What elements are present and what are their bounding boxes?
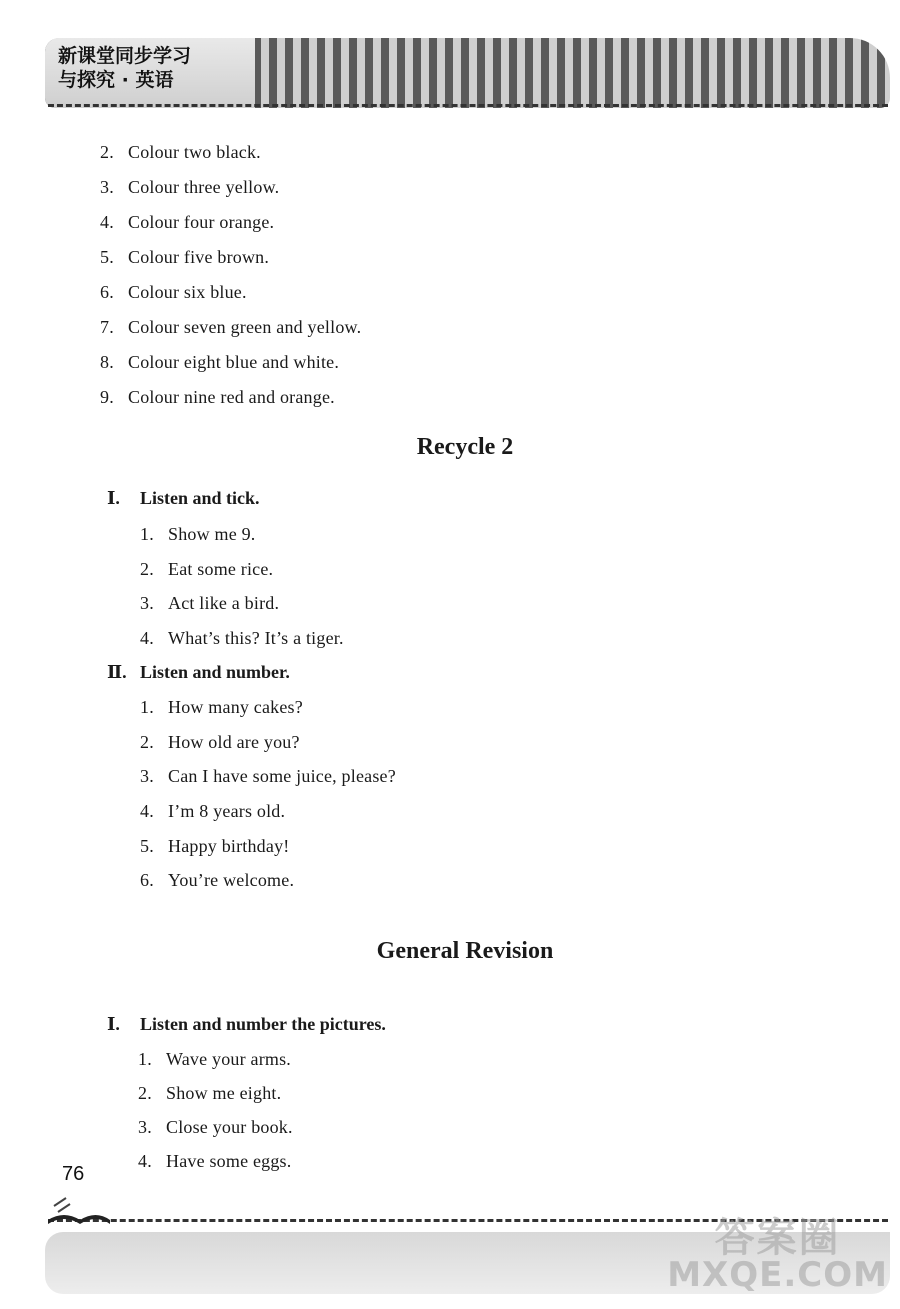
book-title-line-2: 与探究 · 英语 xyxy=(58,69,174,91)
header-divider xyxy=(48,104,888,107)
list-item: 1. Show me 9. xyxy=(140,524,256,544)
list-item: 6. Colour six blue. xyxy=(100,282,247,302)
list-item: 3. Colour three yellow. xyxy=(100,177,280,197)
task-heading: Ⅰ. Listen and number the pictures. xyxy=(107,1014,386,1034)
list-item: 2. Colour two black. xyxy=(100,142,261,162)
list-item: 7. Colour seven green and yellow. xyxy=(100,317,362,337)
list-item: 1. How many cakes? xyxy=(140,697,303,717)
list-item: 1. Wave your arms. xyxy=(138,1049,292,1069)
list-item: 4. What’s this? It’s a tiger. xyxy=(140,628,344,648)
list-item: 3. Act like a bird. xyxy=(140,593,280,613)
watermark-logo: 答案圈 MXQE.COM xyxy=(667,1215,888,1295)
list-item: 5. Happy birthday! xyxy=(140,836,290,856)
list-item: 3. Close your book. xyxy=(138,1117,293,1137)
page-number: 76 xyxy=(62,1163,85,1185)
list-item: 9. Colour nine red and orange. xyxy=(100,387,335,407)
section-title-general-revision: General Revision xyxy=(376,938,554,964)
list-item: 2. Show me eight. xyxy=(138,1083,282,1103)
list-item: 8. Colour eight blue and white. xyxy=(100,352,340,372)
list-item: 4. I’m 8 years old. xyxy=(140,801,286,821)
list-item: 2. How old are you? xyxy=(140,732,300,752)
open-book-icon xyxy=(44,1186,114,1230)
list-item: 5. Colour five brown. xyxy=(100,247,270,267)
list-item: 2. Eat some rice. xyxy=(140,559,274,579)
list-item: 4. Colour four orange. xyxy=(100,212,275,232)
task-heading: Ⅱ. Listen and number. xyxy=(107,662,290,682)
list-item: 6. You’re welcome. xyxy=(140,870,295,890)
list-item: 3. Can I have some juice, please? xyxy=(140,766,396,786)
book-title-line-1: 新课堂同步学习 xyxy=(58,45,192,67)
list-item: 4. Have some eggs. xyxy=(138,1151,292,1171)
section-title-recycle-2: Recycle 2 xyxy=(416,434,514,460)
task-heading: Ⅰ. Listen and tick. xyxy=(107,488,260,508)
book-series-title xyxy=(58,44,191,92)
